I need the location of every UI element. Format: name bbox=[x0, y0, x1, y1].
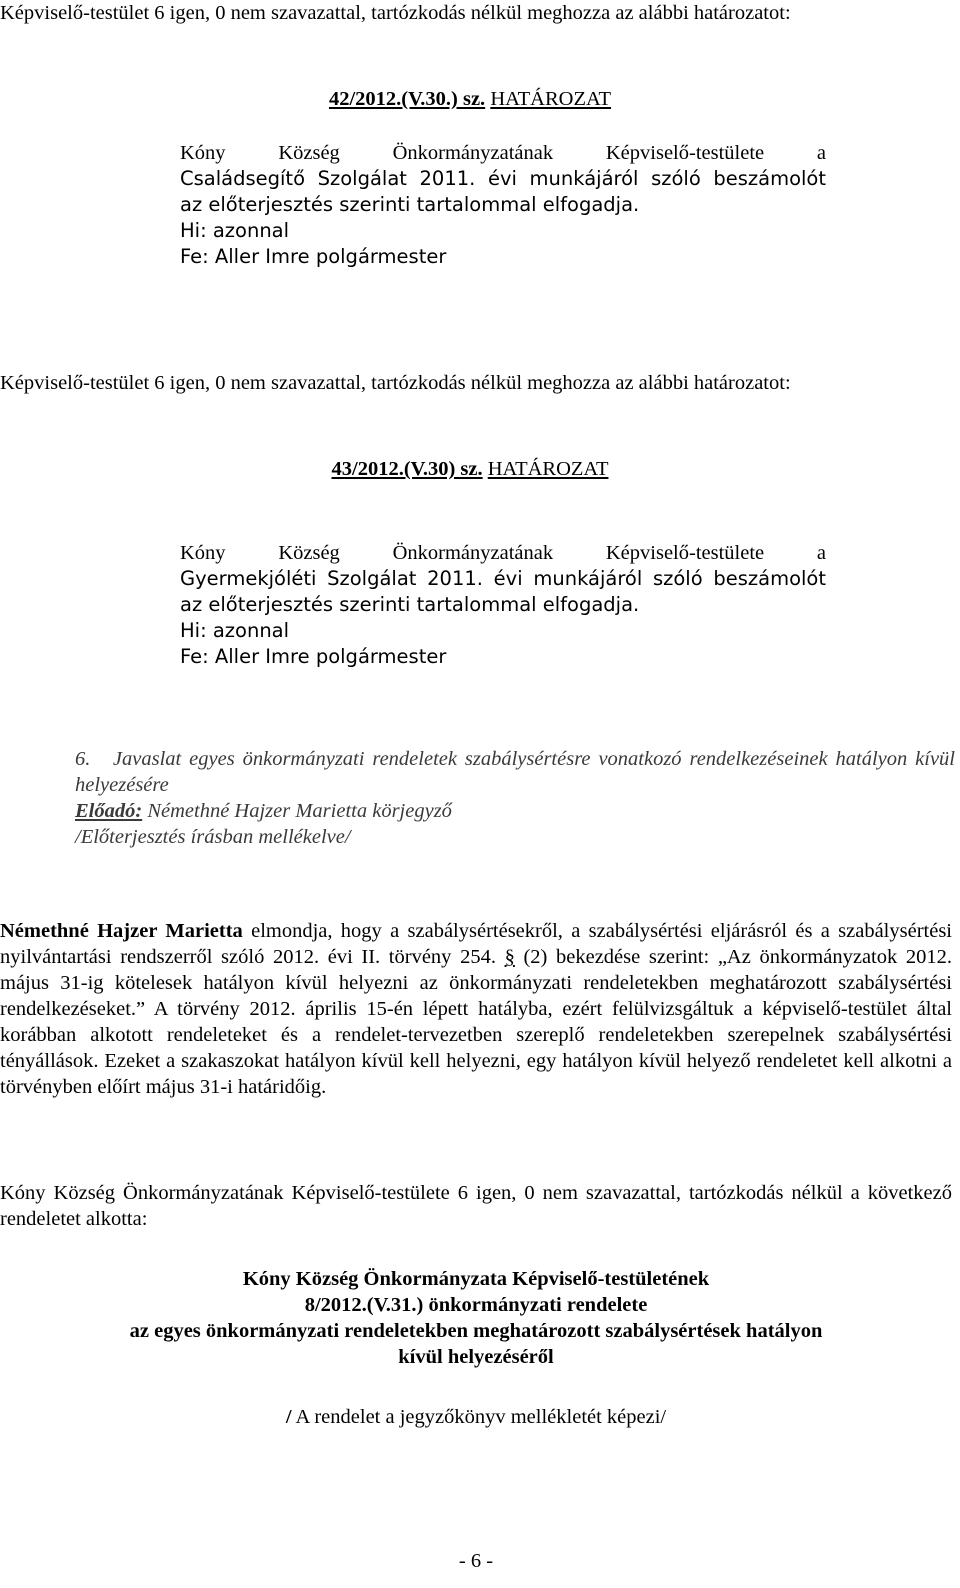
resolution-number-2: 43/2012.(V.30) sz. bbox=[331, 458, 483, 480]
resolution-deadline-2: Hi: azonnal bbox=[180, 619, 290, 642]
agenda-presenter-line bbox=[75, 798, 955, 824]
resolution-body-1 bbox=[180, 140, 826, 270]
resolution-body-1-line3: az előterjesztés szerinti tartalommal elfogadja. bbox=[180, 193, 640, 216]
ordinance-line-1: Kóny Község Önkormányzata Képviselő-testületének bbox=[242, 1268, 710, 1290]
resolution-body-2-line3: az előterjesztés szerinti tartalommal elfogadja. bbox=[180, 593, 640, 616]
presenter-name: Némethné Hajzer Marietta körjegyző bbox=[147, 800, 452, 822]
resolution-body-2 bbox=[180, 540, 826, 670]
annex-note-text: A rendelet a jegyzőkönyv mellékletét képezi/ bbox=[291, 1406, 667, 1428]
discussion-text-1: elmondja, hogy a szabálysértésekről, a szabálysértési eljárásról és a szabálysértési nyilvántartási rendszerről szóló 2012. évi II. törvény 254. bbox=[0, 920, 953, 968]
agenda-item-6 bbox=[75, 746, 955, 850]
speaker-name: Némethné Hajzer Marietta bbox=[0, 920, 243, 942]
agenda-number: 6. bbox=[75, 748, 91, 770]
resolution-body-1-line1: Kóny Község Önkormányzatának Képviselő-testülete a bbox=[180, 142, 826, 164]
vote-statement-3: Kóny Község Önkormányzatának Képviselő-testülete 6 igen, 0 nem szavazattal, tartózkodás nélkül a következő rendeletet alkotta: bbox=[0, 1182, 952, 1230]
attachment-note: /Előterjesztés írásban mellékelve/ bbox=[75, 826, 351, 848]
annex-note bbox=[0, 1404, 952, 1430]
ordinance-line-2: 8/2012.(V.31.) önkormányzati rendelete bbox=[304, 1294, 648, 1316]
resolution-heading-2 bbox=[0, 456, 952, 482]
resolution-number-1: 42/2012.(V.30.) sz. bbox=[328, 88, 486, 110]
vote-statement-2: Képviselő-testület 6 igen, 0 nem szavazattal, tartózkodás nélkül meghozza az alábbi határozatot: bbox=[0, 372, 791, 394]
ordinance-line-3: az egyes önkormányzati rendeletekben meghatározott szabálysértések hatályon bbox=[129, 1320, 823, 1342]
resolution-body-1-line2: Családsegítő Szolgálat 2011. évi munkájáról szóló beszámolót bbox=[180, 167, 826, 190]
resolution-responsible-1: Fe: Aller Imre polgármester bbox=[180, 245, 447, 268]
ordinance-line-4: kívül helyezéséről bbox=[398, 1346, 554, 1368]
annex-slash: / bbox=[285, 1406, 292, 1428]
page-number: - 6 - bbox=[458, 1550, 494, 1572]
resolution-responsible-2: Fe: Aller Imre polgármester bbox=[180, 645, 447, 668]
discussion-text-2: (2) bekezdése szerint: „Az önkormányzatok 2012. május 31-ig kötelesek hatályon kívül helyezni az önkormányzati rendeletekben meghatározott szabálysértési rendelkezéseket.” A törvény 2012. április 15-én lépett hatályba, ezért felülvizsgáltuk a képviselő-testület által korábban alkotott rendeleteket és a rendelet-tervezetben szereplő rendeletekben szerepelnek szabálysértési tényállások. Ezeket a szakaszokat hatályon kívül kell helyezni, egy hatályon kívül helyező rendeletet kell alkotni a törvényben előírt május 31-i határidőig. bbox=[0, 946, 952, 1098]
presenter-label: Előadó: bbox=[75, 800, 143, 822]
resolution-deadline-1: Hi: azonnal bbox=[180, 219, 290, 242]
section-sign: § bbox=[504, 946, 515, 968]
discussion-paragraph bbox=[0, 918, 952, 1100]
ordinance-heading bbox=[0, 1266, 952, 1370]
resolution-word-2: HATÁROZAT bbox=[487, 458, 609, 480]
resolution-body-2-line1: Kóny Község Önkormányzatának Képviselő-testülete a bbox=[180, 542, 826, 564]
resolution-body-2-line2: Gyermekjóléti Szolgálat 2011. évi munkájáról szóló beszámolót bbox=[180, 567, 826, 590]
resolution-word-1: HATÁROZAT bbox=[490, 88, 612, 110]
vote-statement-1: Képviselő-testület 6 igen, 0 nem szavazattal, tartózkodás nélkül meghozza az alábbi határozatot: bbox=[0, 2, 791, 24]
resolution-heading-1 bbox=[0, 86, 952, 112]
agenda-title: Javaslat egyes önkormányzati rendeletek szabálysértésre vonatkozó rendelkezéseinek hatályon kívül helyezésére bbox=[75, 748, 955, 796]
